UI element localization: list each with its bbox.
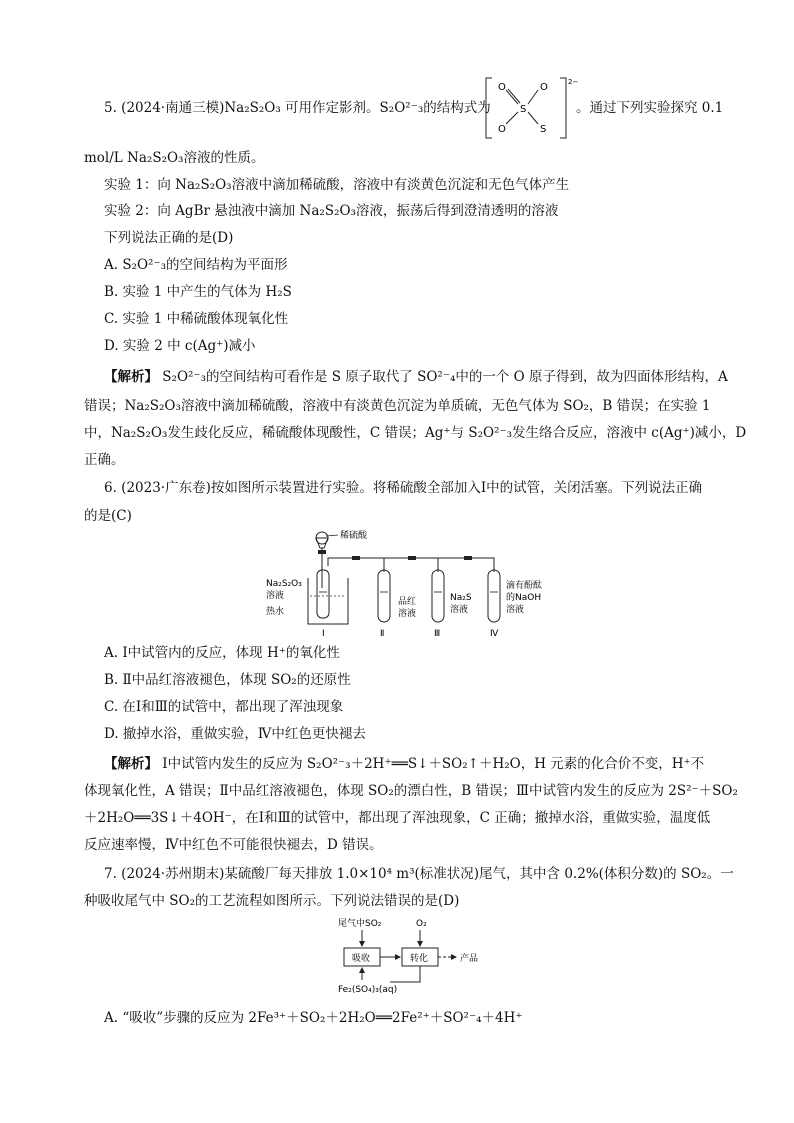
label-na2s-soln: 溶液 — [450, 605, 469, 615]
q6-option-b: B. Ⅱ中品红溶液褪色，体现 SO₂的还原性 — [104, 672, 351, 688]
label-pinhong-soln: 溶液 — [398, 609, 417, 619]
q6-analysis-line2: 体现氧化性，A 错误；Ⅱ中品红溶液褪色，体现 SO₂的漂白性，B 错误；Ⅲ中试管内发生的反应为 2S²⁻＋SO₂ — [84, 783, 738, 799]
flow-o2-label: O₂ — [416, 919, 427, 929]
label-naoh-2: 的NaOH — [506, 593, 542, 603]
q6-analysis-line4: 反应速率慢，Ⅳ中红色不可能很快褪去，D 错误。 — [84, 837, 383, 853]
label-hot-water: 热水 — [266, 607, 285, 617]
struct-o2: O — [540, 82, 548, 93]
struct-s-center: S — [520, 104, 527, 115]
struct-o3: O — [498, 124, 506, 135]
q7-stem-line1: 7. (2024·苏州期末)某硫酸厂每天排放 1.0×10⁴ m³(标准状况)尾气，其中含 0.2%(体积分数)的 SO₂。一 — [104, 866, 734, 882]
q5-analysis-line3: 中，Na₂S₂O₃发生歧化反应，稀硫酸体现酸性，C 错误；Ag⁺与 S₂O²⁻₃发生络合反应，溶液中 c(Ag⁺)减小，D — [84, 425, 747, 441]
q7-option-a: A. “吸收”步骤的反应为 2Fe³⁺＋SO₂＋2H₂O══2Fe²⁺＋SO²⁻₄＋4H⁺ — [104, 1010, 523, 1026]
q6-stem-line1: 6. (2023·广东卷)按如图所示装置进行实验。将稀硫酸全部加入Ⅰ中的试管，关闭活塞。下列说法正确 — [104, 480, 703, 496]
label-naoh-3: 溶液 — [506, 605, 525, 615]
q7-stem-line2: 种吸收尾气中 SO₂的工艺流程如图所示。下列说法错误的是(D) — [84, 893, 460, 909]
label-I: Ⅰ — [322, 629, 325, 639]
q5-exp2: 实验 2：向 AgBr 悬浊液中滴加 Na₂S₂O₃溶液，振荡后得到澄清透明的溶液 — [104, 203, 559, 219]
flow-product-label: 产品 — [460, 954, 479, 964]
label-acid: 稀硫酸 — [340, 531, 368, 541]
q6-option-d: D. 撤掉水浴，重做实验，Ⅳ中红色更快褪去 — [104, 726, 366, 742]
flow-in-label: 尾气中SO₂ — [338, 919, 382, 929]
q5-analysis-line1: 【解析】 S₂O²⁻₃的空间结构可看作是 S 原子取代了 SO²⁻₄中的一个 O 原子得到，故为四面体形结构，A — [104, 369, 728, 385]
q5-ask: 下列说法正确的是(D) — [104, 230, 234, 246]
q5-exp1: 实验 1：向 Na₂S₂O₃溶液中滴加稀硫酸，溶液中有淡黄色沉淀和无色气体产生 — [104, 177, 570, 193]
flow-absorb-label: 吸收 — [352, 954, 371, 964]
label-naoh-1: 滴有酚酞 — [506, 581, 543, 591]
q6-option-c: C. 在Ⅰ和Ⅲ的试管中，都出现了浑浊现象 — [104, 699, 344, 715]
struct-s-term: S — [540, 124, 547, 135]
q5-analysis-tag: 【解析】 — [104, 369, 158, 385]
struct-charge: 2− — [568, 78, 579, 86]
label-na2s2o3: Na₂S₂O₃ — [266, 579, 302, 589]
q6-option-a: A. Ⅰ中试管内的反应，体现 H⁺的氧化性 — [104, 645, 340, 661]
label-pinhong: 品红 — [398, 597, 417, 607]
q6-analysis-line1: 【解析】 Ⅰ中试管内发生的反应为 S₂O²⁻₃＋2H⁺══S↓＋SO₂↑＋H₂O，H 元素的化合价不变，H⁺不 — [104, 756, 705, 772]
q6-analysis-line3: ＋2H₂O══3S↓＋4OH⁻，在Ⅰ和Ⅲ的试管中，都出现了浑浊现象，C 正确；撤掉水浴，重做实验，温度低 — [84, 810, 711, 826]
label-na2s2o3-soln: 溶液 — [266, 591, 285, 601]
label-II: Ⅱ — [380, 629, 385, 639]
q7-flow-diagram — [330, 916, 500, 998]
q5-option-c: C. 实验 1 中稀硫酸体现氧化性 — [104, 311, 289, 327]
thiosulfate-structure-figure — [484, 76, 579, 140]
q6-apparatus-figure — [262, 526, 542, 642]
label-IV: Ⅳ — [490, 629, 499, 639]
q5-stem-line1: 5. (2024·南通三模)Na₂S₂O₃ 可用作定影剂。S₂O²⁻₃的结构式为 — [104, 100, 491, 116]
label-III: Ⅲ — [434, 629, 441, 639]
label-na2s: Na₂S — [450, 593, 472, 603]
q5-option-a: A. S₂O²⁻₃的空间结构为平面形 — [104, 257, 288, 273]
q5-option-d: D. 实验 2 中 c(Ag⁺)减小 — [104, 338, 256, 354]
q6-stem-line2: 的是(C) — [84, 508, 132, 524]
q5-analysis-line4: 正确。 — [84, 452, 125, 468]
q6-analysis-tag: 【解析】 — [104, 756, 158, 772]
q5-stem-line2: mol/L Na₂S₂O₃溶液的性质。 — [84, 150, 265, 166]
flow-fe-label: Fe₂(SO₄)₃(aq) — [338, 985, 398, 995]
flow-convert-label: 转化 — [410, 954, 429, 964]
q5-analysis-line2: 错误；Na₂S₂O₃溶液中滴加稀硫酸，溶液中有淡黄色沉淀为单质硫，无色气体为 SO₂，B 错误；在实验 1 — [84, 398, 711, 414]
q5-option-b: B. 实验 1 中产生的气体为 H₂S — [104, 284, 292, 300]
struct-o1: O — [498, 82, 506, 93]
q5-stem-line1b: 。通过下列实验探究 0.1 — [576, 100, 724, 116]
